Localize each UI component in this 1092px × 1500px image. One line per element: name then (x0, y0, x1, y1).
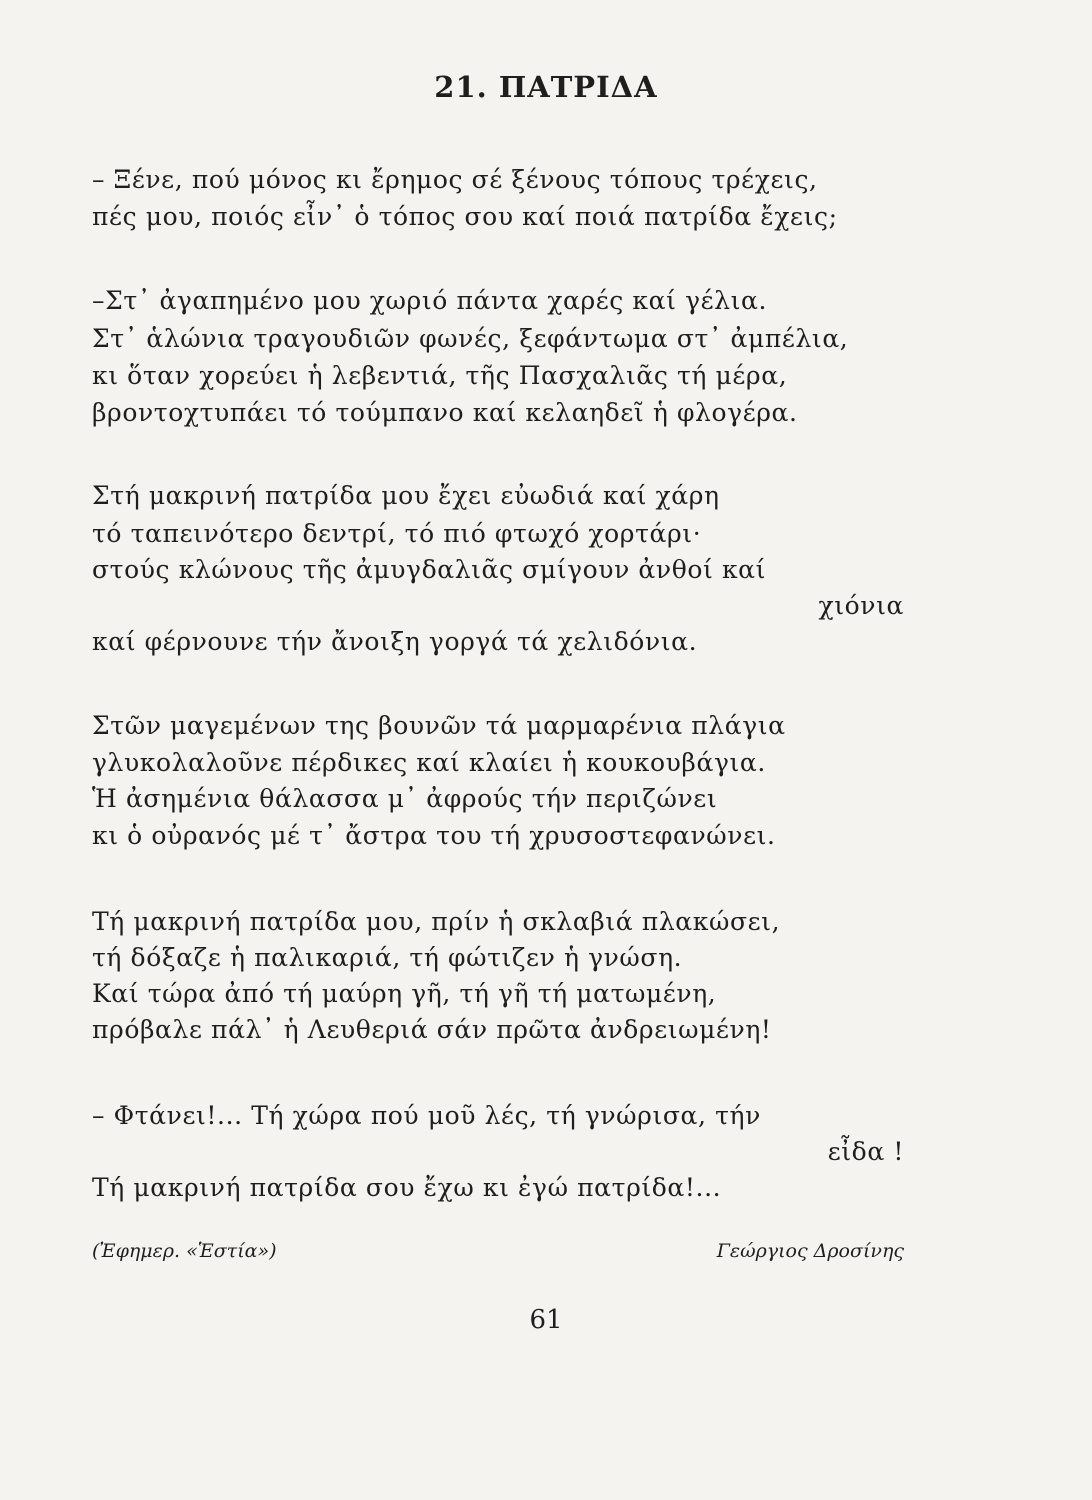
poem-line: πρόβαλε πάλ᾽ ἡ Λευθεριά σάν πρῶτα ἀνδρειωμένη! (92, 1015, 772, 1044)
source-attribution: (Ἐφημερ. «Ἑστία») (92, 1240, 277, 1262)
poem-line: Στῶν μαγεμένων της βουνῶν τά μαρμαρένια πλάγια (92, 711, 786, 740)
poem-line: τό ταπεινότερο δεντρί, τό πιό φτωχό χορτάρι· (92, 519, 702, 548)
poem-line: – Φτάνει!... Τή χώρα πού μοῦ λές, τή γνώρισα, τήν (92, 1101, 761, 1130)
poem-line: Καί τώρα ἀπό τή μαύρη γῆ, τή γῆ τή ματωμένη, (92, 979, 717, 1008)
poem-line: κι ὅταν χορεύει ἡ λεβεντιά, τῆς Πασχαλιᾶς τή μέρα, (92, 361, 788, 390)
poem-line: Ἡ ἀσημένια θάλασσα μ᾽ ἀφρούς τήν περιζώνει (92, 784, 718, 813)
poem-line: καί φέρνουνε τήν ἄνοιξη γοργά τά χελιδόνια. (92, 627, 698, 656)
poem-line: Στή μακρινή πατρίδα μου ἔχει εὐωδιά καί χάρη (92, 481, 720, 510)
poem-line: πές μου, ποιός εἶν᾽ ὁ τόπος σου καί ποιά πατρίδα ἔχεις; (92, 202, 838, 231)
poem-line: γλυκολαλοῦνε πέρδικες καί κλαίει ἡ κουκουβάγια. (92, 748, 766, 777)
poem-title: 21. ΠΑΤΡΙΔΑ (434, 70, 658, 104)
poem-line-continuation: εἶδα ! (827, 1137, 904, 1166)
poem-line: στούς κλώνους τῆς ἀμυγδαλιᾶς σμίγουν ἀνθοί καί (92, 555, 767, 584)
page-number: 61 (529, 1305, 563, 1335)
poem-line: Τή μακρινή πατρίδα σου ἔχω κι ἐγώ πατρίδα!... (92, 1173, 722, 1202)
poem-line: – Ξένε, πού μόνος κι ἔρημος σέ ξένους τόπους τρέχεις, (92, 165, 818, 194)
poem-line: Στ᾽ ἁλώνια τραγουδιῶν φωνές, ξεφάντωμα στ᾽ ἀμπέλια, (92, 324, 849, 353)
poem-line: τή δόξαζε ἡ παλικαριά, τή φώτιζεν ἡ γνώση. (92, 943, 683, 972)
poem-line: –Στ᾽ ἀγαπημένο μου χωριό πάντα χαρές καί γέλια. (92, 286, 768, 315)
poem-line: βροντοχτυπάει τό τούμπανο καί κελαηδεῖ ἡ φλογέρα. (92, 398, 798, 427)
poem-line: Τή μακρινή πατρίδα μου, πρίν ἡ σκλαβιά πλακώσει, (92, 907, 781, 936)
poem-line: κι ὁ οὐρανός μέ τ᾽ ἄστρα του τή χρυσοστεφανώνει. (92, 821, 776, 850)
author-name: Γεώργιος Δροσίνης (716, 1240, 904, 1262)
poem-line-continuation: χιόνια (818, 591, 904, 620)
